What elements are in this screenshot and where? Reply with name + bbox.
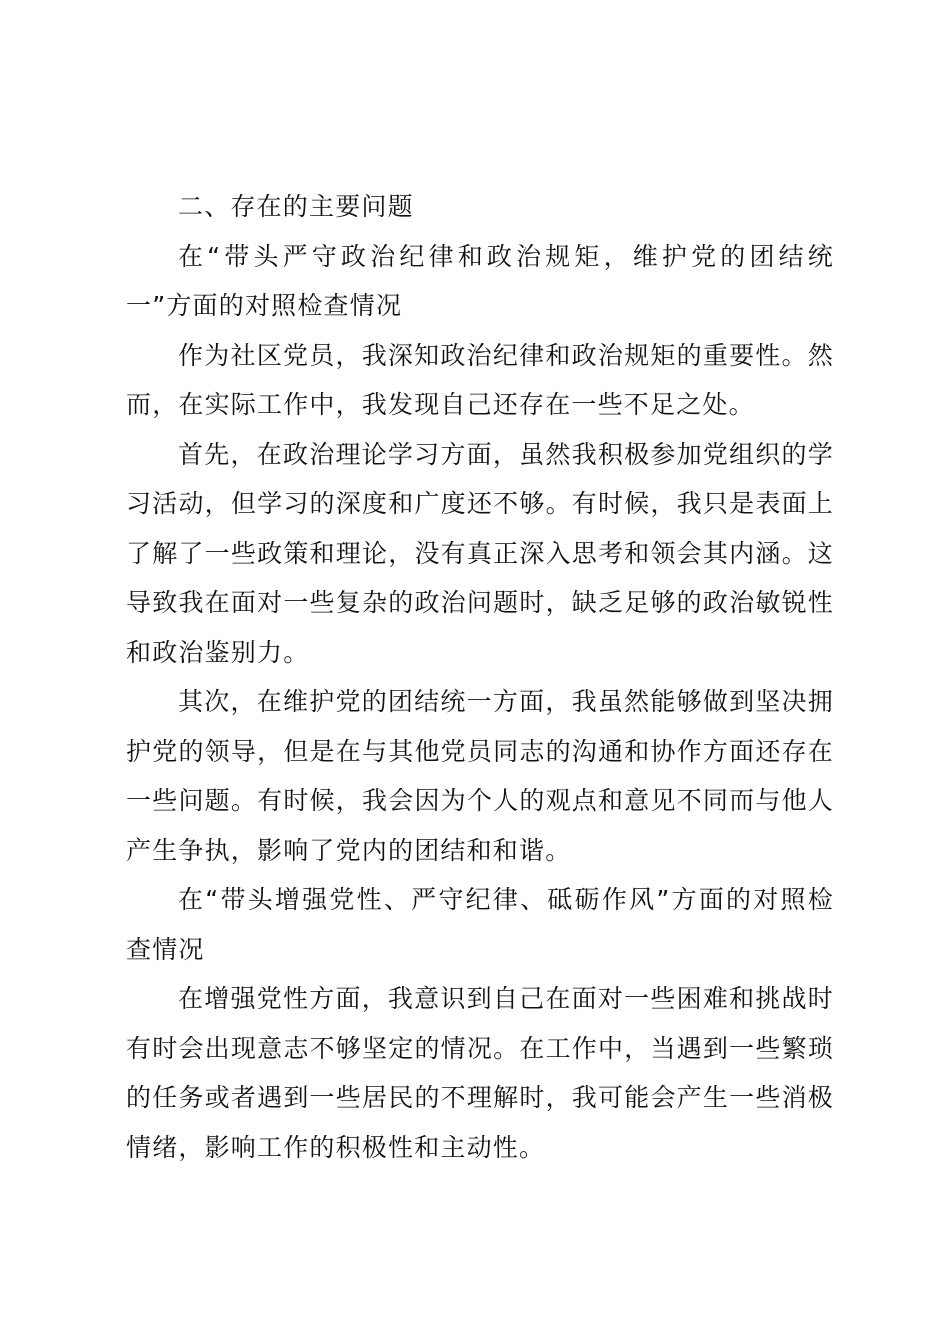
paragraph-intro: 作为社区党员，我深知政治纪律和政治规矩的重要性。然而，在实际工作中，我发现自己还存在一些不足之处。 (126, 340, 834, 419)
paragraph-theory-study: 首先，在政治理论学习方面，虽然我积极参加党组织的学习活动，但学习的深度和广度还不够。有时候，我只是表面上了解了一些政策和理论，没有真正深入思考和领会其内涵。这导致我在面对一些复杂的政治问题时，缺乏足够的政治敏锐性和政治鉴别力。 (126, 439, 834, 667)
subsection-heading-political-discipline: 在“带头严守政治纪律和政治规矩，维护党的团结统一”方面的对照检查情况 (126, 241, 834, 320)
section-heading: 二、存在的主要问题 (178, 192, 414, 221)
paragraph-party-unity: 其次，在维护党的团结统一方面，我虽然能够做到坚决拥护党的领导，但是在与其他党员同志的沟通和协作方面还存在一些问题。有时候，我会因为个人的观点和意见不同而与他人产生争执，影响了党内的团结和和谐。 (126, 687, 834, 865)
paragraph-party-spirit: 在增强党性方面，我意识到自己在面对一些困难和挑战时有时会出现意志不够坚定的情况。在工作中，当遇到一些繁琐的任务或者遇到一些居民的不理解时，我可能会产生一些消极情绪，影响工作的积极性和主动性。 (126, 984, 834, 1162)
document-body (126, 182, 834, 1172)
subsection-heading-party-spirit: 在“带头增强党性、严守纪律、砥砺作风”方面的对照检查情况 (126, 885, 834, 964)
